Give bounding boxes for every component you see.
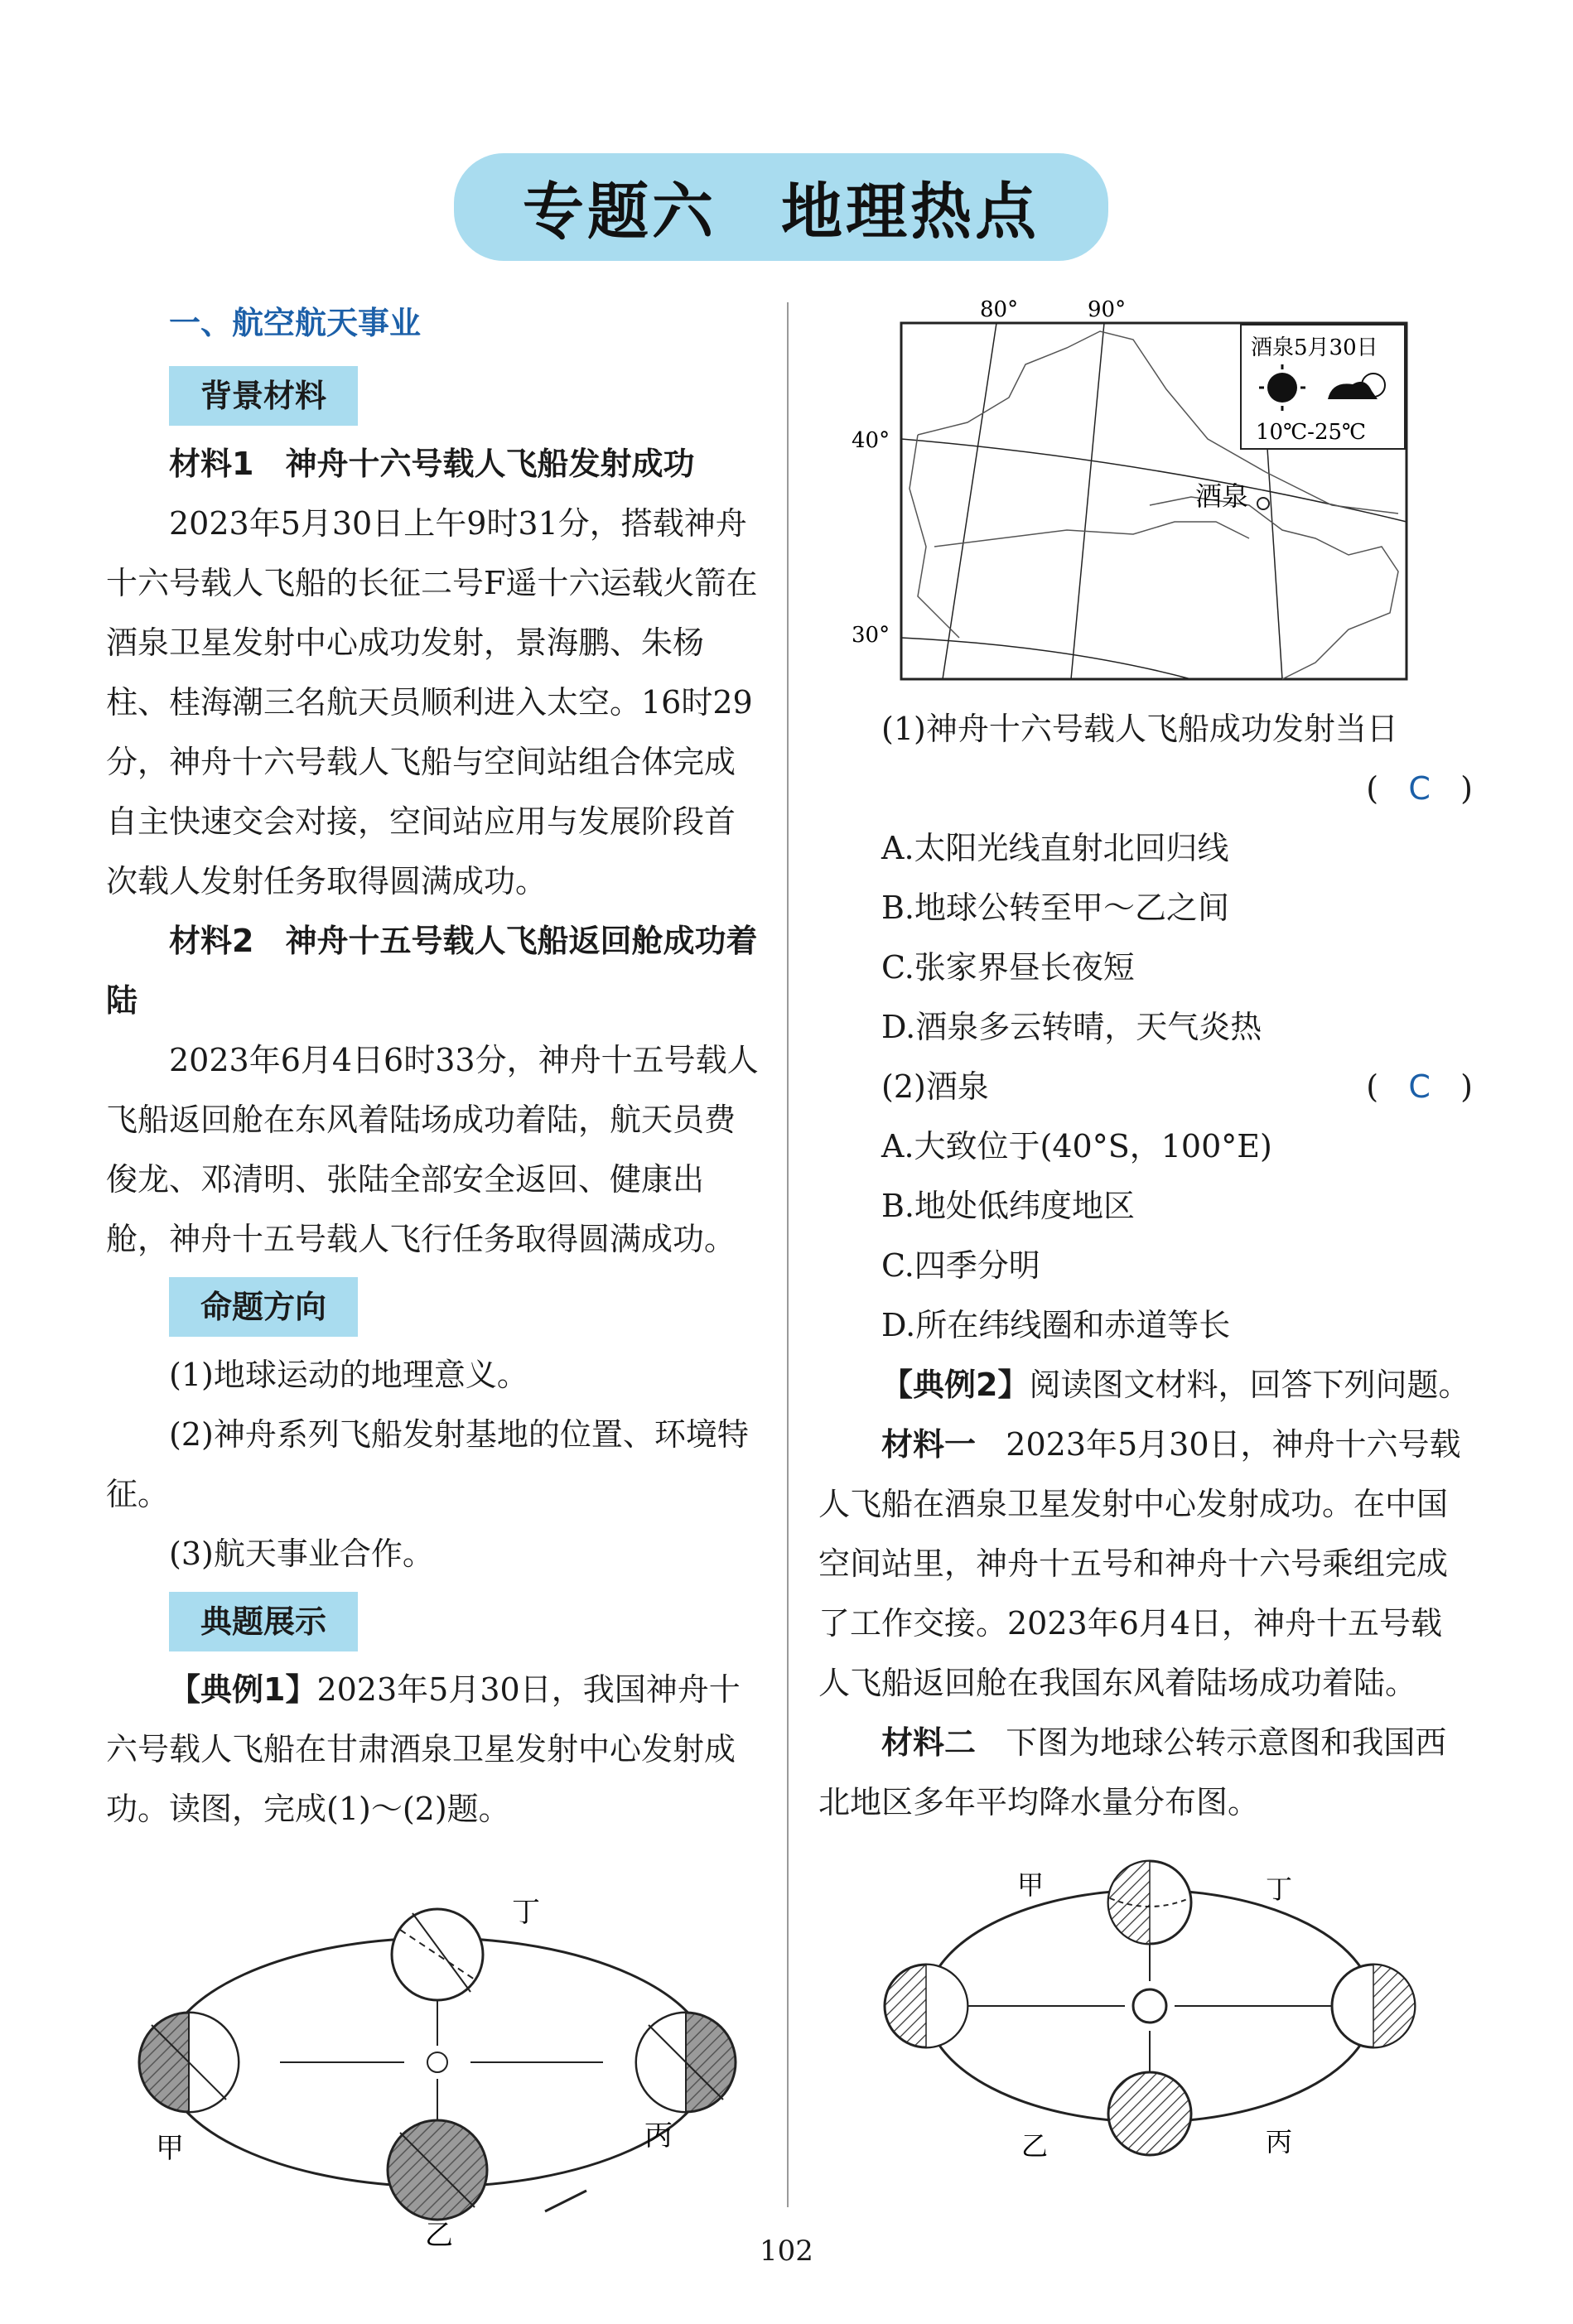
city-marker xyxy=(1257,498,1269,509)
material1-text: 2023年5月30日上午9时31分，搭载神舟十六号载人飞船的长征二号F遥十六运载火箭在酒泉卫星发射中心成功发射，景海鹏、朱杨柱、桂海潮三名航天员顺利进入太空。16时29分，神舟十六号载人飞船与空间站组合体完成自主快速交会对接，空间站应用与发展阶段首次载人发射任务取得圆满成功。 xyxy=(106,505,758,899)
page-number: 102 xyxy=(760,2235,813,2268)
orbit-label-bing: 丙 xyxy=(1266,2126,1293,2158)
city-label: 酒泉 xyxy=(1195,480,1249,512)
direction-item: (1)地球运动的地理意义。 xyxy=(169,1357,528,1393)
sun-icon xyxy=(1267,373,1297,403)
orbit-label-yi: 乙 xyxy=(425,2219,453,2252)
left-column xyxy=(106,298,760,2256)
q2-option: D.所在纬线圈和赤道等长 xyxy=(881,1307,1231,1343)
q1-option: C.张家界昼长夜短 xyxy=(881,949,1135,986)
direction-item: (2)神舟系列飞船发射基地的位置、环境特征。 xyxy=(106,1416,749,1512)
weather-temp: 10℃-25℃ xyxy=(1256,420,1367,445)
weather-title: 酒泉5月30日 xyxy=(1251,335,1378,360)
example1-text: 【典例1】2023年5月30日，我国神舟十六号载人飞船在甘肃酒泉卫星发射中心发射成功。读图，完成(1)～(2)题。 xyxy=(106,1671,741,1827)
q2-stem: (2)酒泉 xyxy=(881,1068,989,1105)
q2-answer: C xyxy=(1408,1068,1431,1105)
weather-box xyxy=(1241,325,1405,449)
globe-left xyxy=(885,1965,967,2047)
example2-intro: 【典例2】阅读图文材料，回答下列问题。 xyxy=(881,1367,1470,1403)
example2-material2: 材料二 下图为地球公转示意图和我国西北地区多年平均降水量分布图。 xyxy=(818,1724,1447,1820)
q1-answer: C xyxy=(1408,770,1431,807)
tag-direction: 命题方向 xyxy=(169,1277,358,1337)
q1-answer-row: ( C ) xyxy=(1366,770,1473,807)
example2-material1: 材料一 2023年5月30日，神舟十六号载人飞船在酒泉卫星发射中心发射成功。在中国空间站里，神舟十五号和神舟十六号乘组完成了工作交接。2023年6月4日，神舟十五号载人飞船返回舱在我国东风着陆场成功着陆。 xyxy=(818,1426,1461,1701)
material2-text: 2023年6月4日6时33分，神舟十五号载人飞船返回舱在东风着陆场成功着陆，航天员费俊龙、邓清明、张陆全部安全返回、健康出舱，神舟十五号载人飞行任务取得圆满成功。 xyxy=(106,1042,759,1257)
tag-background: 背景材料 xyxy=(169,366,358,426)
section-heading: 一、航空航天事业 xyxy=(169,305,422,341)
tag-examples: 典题展示 xyxy=(169,1592,358,1651)
q2-option: B.地处低纬度地区 xyxy=(881,1188,1136,1224)
orbit-label-jia: 甲 xyxy=(1017,1869,1045,1901)
page-title: 专题六 地理热点 xyxy=(523,176,1040,248)
q1-option: B.地球公转至甲～乙之间 xyxy=(881,890,1230,926)
q1-stem: (1)神舟十六号载人飞船成功发射当日 xyxy=(881,711,1398,747)
lat-label: 30° xyxy=(852,623,890,648)
globe-top xyxy=(1108,1861,1191,1944)
globe-jia xyxy=(139,2013,239,2112)
globe-bottom xyxy=(1108,2072,1191,2155)
globe-bing xyxy=(636,2013,736,2112)
globe-right xyxy=(1332,1965,1415,2047)
orbit-label-bing: 丙 xyxy=(644,2119,673,2153)
direction-item: (3)航天事业合作。 xyxy=(169,1536,434,1572)
q1-option: D.酒泉多云转晴，天气炎热 xyxy=(881,1009,1262,1045)
q2-stem-row: (2)酒泉 ( C ) xyxy=(818,1057,1473,1116)
jiuquan-map xyxy=(818,298,1473,696)
sun-icon xyxy=(1133,1989,1166,2023)
right-column xyxy=(818,298,1473,2183)
orbit-label-ding: 丁 xyxy=(512,1896,540,1929)
q2-option: A.大致位于(40°S，100°E) xyxy=(881,1128,1272,1164)
lat-label: 40° xyxy=(852,428,890,453)
sun-icon xyxy=(427,2052,447,2072)
globe-yi xyxy=(388,2120,487,2220)
direction-arrow xyxy=(545,2191,586,2211)
material1-heading: 材料1 神舟十六号载人飞船发射成功 xyxy=(169,446,695,482)
title-banner xyxy=(454,153,1108,261)
q1-option: A.太阳光线直射北回归线 xyxy=(881,830,1229,866)
lon-label: 90° xyxy=(1088,298,1127,322)
orbit-label-ding: 丁 xyxy=(1266,1873,1293,1905)
q2-option: C.四季分明 xyxy=(881,1247,1040,1284)
material2-heading: 材料2 神舟十五号载人飞船返回舱成功着陆 xyxy=(106,923,758,1019)
lon-label: 80° xyxy=(980,298,1019,322)
orbit-diagram-1 xyxy=(106,1864,760,2253)
orbit-label-jia: 甲 xyxy=(156,2132,184,2165)
orbit-diagram-2 xyxy=(818,1849,1473,2180)
globe-ding xyxy=(392,1909,483,2000)
column-divider xyxy=(787,302,789,2207)
orbit-label-yi: 乙 xyxy=(1021,2130,1049,2162)
